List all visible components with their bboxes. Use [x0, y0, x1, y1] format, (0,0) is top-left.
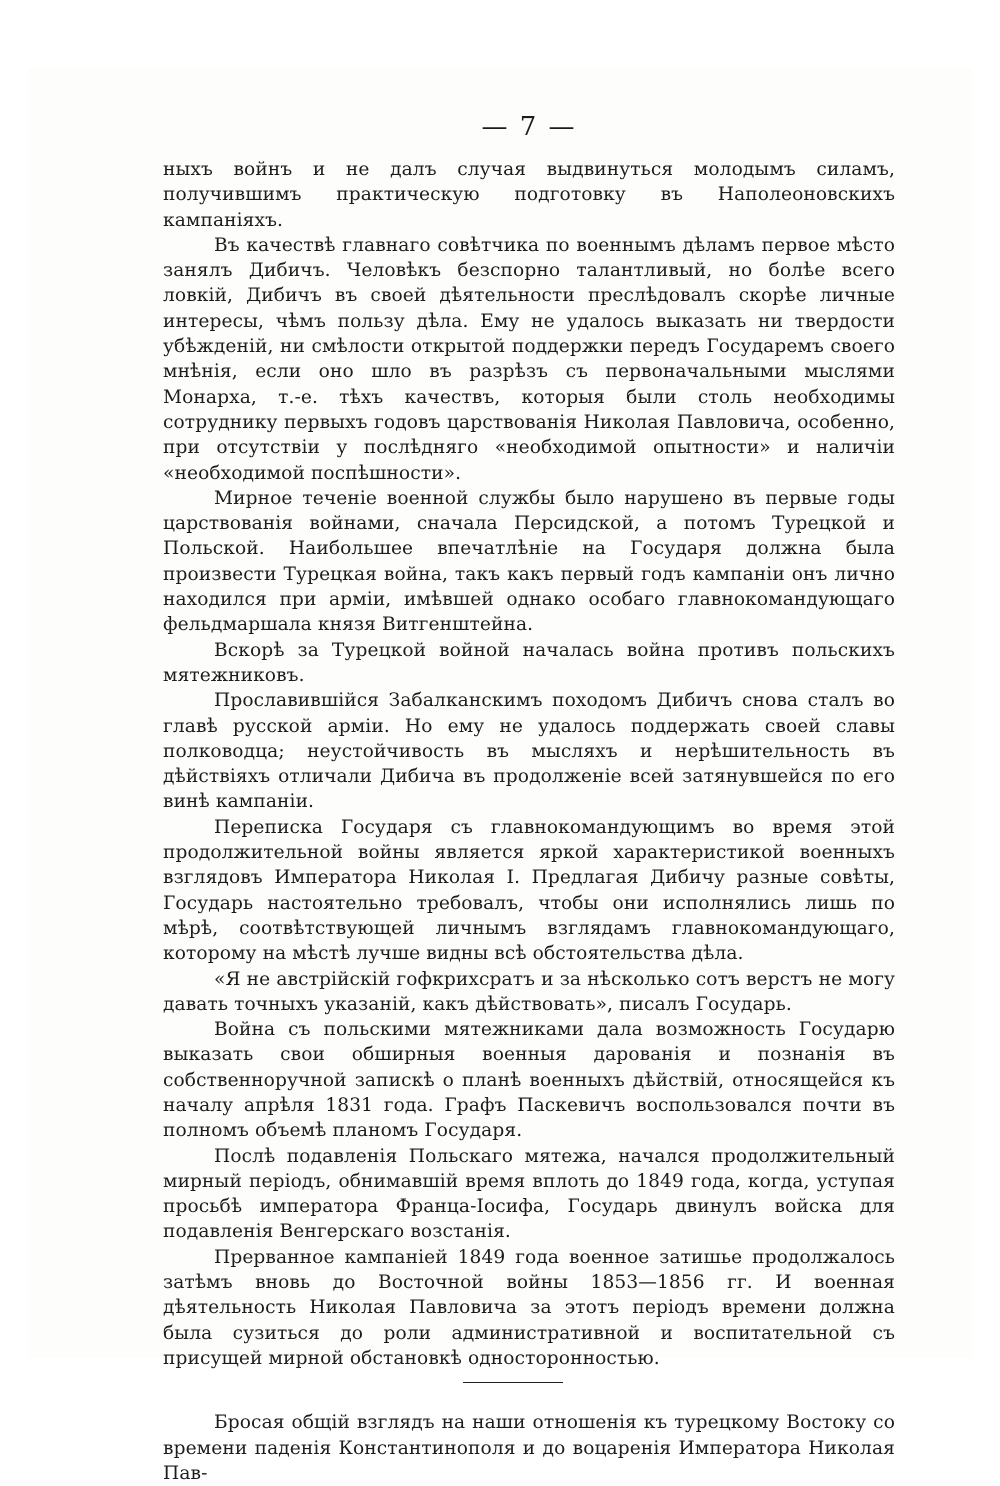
paragraph: Война съ польскими мятежниками дала возможность Государю выказать свои обширныя военныя дарованія и познанія въ собственноручной запискѣ о планѣ военныхъ дѣйствій, относящейся къ началу апрѣля 1831 года. Графъ Паскевичъ воспользовался почти въ полномъ объемѣ планомъ Государя.	[163, 1019, 895, 1142]
paragraph: Прославившійся Забалканскимъ походомъ Дибичъ снова сталъ во главѣ русской арміи. Но ему не удалось поддержать своей славы полководца; неустойчивость въ мысляхъ и нерѣшительность въ дѣйствіяхъ отличали Дибича въ продолженіе всей затянувшейся по его винѣ кампаніи.	[163, 690, 895, 813]
paragraph: Въ качествѣ главнаго совѣтчика по военнымъ дѣламъ первое мѣсто занялъ Дибичъ. Человѣкъ безспорно талантливый, но болѣе всего ловкій, Дибичъ въ своей дѣятельности преслѣдовалъ скорѣе личные интересы, чѣмъ пользу дѣла. Ему не удалось выказать ни твердости убѣжденій, ни смѣлости открытой поддержки передъ Государемъ своего мнѣнія, если оно шло въ разрѣзъ съ первоначальными мыслями Монарха, т.-е. тѣхъ качествъ, которыя были столь необходимы сотруднику первыхъ годовъ царствованія Николая Павловича, особенно, при отсутствіи у послѣдняго «необходимой опытности» и наличіи «необходимой поспѣшности».	[163, 234, 895, 484]
paragraph: Мирное теченіе военной службы было нарушено въ первые годы царствованія войнами, сначала Персидской, а потомъ Турецкой и Польской. Наибольшее впечатлѣніе на Государя должна была произвести Турецкая война, такъ какъ первый годъ кампаніи онъ лично находился при арміи, имѣвшей однако особаго главнокомандующаго фельдмаршала князя Витгенштейна.	[163, 487, 895, 636]
paragraph-continuation: ныхъ войнъ и не далъ случая выдвинуться молодымъ силамъ, получившимъ практическую подготовку въ Наполеоновскихъ кампаніяхъ.	[163, 159, 895, 231]
paragraph: Вскорѣ за Турецкой войной началась война противъ польскихъ мятежниковъ.	[163, 639, 895, 686]
paragraph-new-section: Бросая общій взглядъ на наши отношенія къ турецкому Востоку со времени паденія Константинополя и до воцаренія Императора Николая Пав-	[163, 1412, 895, 1484]
paragraph: Прерванное кампаніей 1849 года военное затишье продолжалось затѣмъ вновь до Восточной войны 1853—1856 гг. И военная дѣятельность Николая Павловича за этотъ періодъ времени должна была сузиться до роли административной и воспитательной съ присущей мирной обстановкѣ односторонностью.	[163, 1246, 895, 1369]
section-divider	[463, 1382, 563, 1383]
page-number: — 7 —	[481, 112, 577, 142]
body-text	[163, 157, 895, 1486]
paragraph: Переписка Государя съ главнокомандующимъ во время этой продолжительной войны является яркой характеристикой военныхъ взглядовъ Императора Николая I. Предлагая Дибичу разные совѣты, Государь настоятельно требовалъ, чтобы они исполнялись лишь по мѣрѣ, соотвѣтствующей личнымъ взглядамъ главнокомандующаго, которому на мѣстѣ лучше видны всѣ обстоятельства дѣла.	[163, 816, 895, 965]
quote-paragraph: «Я не австрійскій гофкрихсратъ и за нѣсколько сотъ верстъ не могу давать точныхъ указаній, какъ дѣйствовать», писалъ Государь.	[163, 968, 895, 1015]
paragraph: Послѣ подавленія Польскаго мятежа, начался продолжительный мирный періодъ, обнимавшій время вплоть до 1849 года, когда, уступая просьбѣ императора Франца-Іосифа, Государь двинулъ войска для подавленія Венгерскаго возстанія.	[163, 1145, 895, 1243]
